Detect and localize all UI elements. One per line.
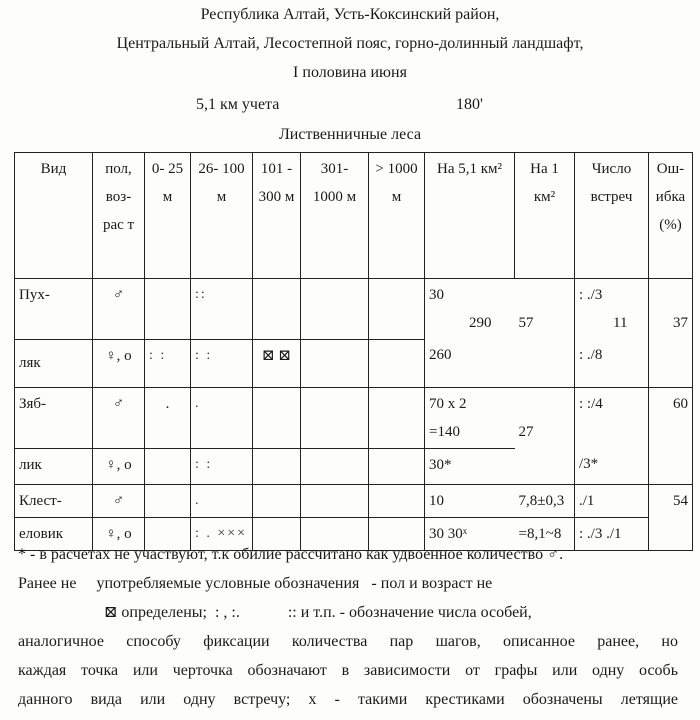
tally-marks: . xyxy=(191,484,253,517)
tally-marks: . xyxy=(145,387,191,448)
header-line-2: Центральный Алтай, Лесостепной пояс, горно-долинный ландшафт, xyxy=(116,35,584,52)
col-header-species: Вид xyxy=(15,153,93,279)
table-row xyxy=(15,448,693,484)
species-name: лик xyxy=(15,448,93,484)
header-line-1: Республика Алтай, Усть-Коксинский район, xyxy=(200,6,500,23)
error-percent: 60 xyxy=(649,387,693,448)
col-header-over-1000: > 1000 м xyxy=(369,153,425,279)
undetermined-symbol: ⊠ xyxy=(104,604,118,621)
count-5-1: 30 290 xyxy=(425,279,515,340)
col-header-0-25: 0- 25 м xyxy=(145,153,191,279)
bird-census-table xyxy=(14,152,693,551)
species-name: Зяб- xyxy=(15,387,93,448)
col-header-per-1-km2: На 1 км² xyxy=(515,153,575,279)
survey-distance: 5,1 км учета xyxy=(196,96,280,113)
legend-line-4: каждая точка или черточка обозначают в зависимости от графы или одну особь xyxy=(18,662,678,679)
tally-marks: : : xyxy=(191,448,253,484)
density-1km2: 27 xyxy=(515,387,575,448)
col-header-301-1000: 301- 1000 м xyxy=(301,153,369,279)
species-name: ляк xyxy=(15,339,93,387)
table-row xyxy=(15,387,693,448)
legend-line-5: данного вида или одну встречу; х - такими крестиками обозначены летящие xyxy=(18,691,678,708)
footnote-asterisk: * - в расчетах не участвуют, т.к обилие рассчитано как удвоенное количество ♂. xyxy=(18,546,564,563)
undetermined-marks: ⊠ ⊠ xyxy=(253,339,301,387)
count-5-1: 30* xyxy=(425,448,515,484)
survey-angle: 180' xyxy=(456,96,483,113)
encounters: ./1 xyxy=(575,484,649,517)
encounters: : ./3 ./1 xyxy=(575,517,649,550)
error-percent: 37 xyxy=(649,279,693,340)
encounters: /3* xyxy=(575,448,649,484)
encounters: : ./3 11 xyxy=(575,279,649,340)
sex-female-young: ♀, о xyxy=(93,517,145,550)
legend-line-3: аналогичное способу фиксации количества пар шагов, описанное ранее, но xyxy=(18,633,678,650)
sex-male: ♂ xyxy=(93,387,145,448)
tally-marks: : : xyxy=(145,339,191,387)
col-header-sex-age: пол, воз- рас т xyxy=(93,153,145,279)
habitat-title: Лиственничные леса xyxy=(278,126,422,143)
legend-line-2: ⊠ определены; : , :. :: и т.п. - обозначение числа особей, xyxy=(18,598,678,627)
density-1km2: 7,8±0,3 xyxy=(515,484,575,517)
sex-male: ♂ xyxy=(93,279,145,340)
species-name: Клест- xyxy=(15,484,93,517)
col-header-101-300: 101 - 300 м xyxy=(253,153,301,279)
encounters: : :/4 xyxy=(575,387,649,448)
tally-marks: : . ××× xyxy=(191,517,253,550)
tally-marks: . xyxy=(191,387,253,448)
table-row xyxy=(15,484,693,517)
density-1km2: 57 xyxy=(515,279,575,340)
table-header-row xyxy=(15,153,693,279)
table-row xyxy=(15,279,693,340)
col-header-per-5-1-km2: На 5,1 км² xyxy=(425,153,515,279)
count-5-1: 10 xyxy=(425,484,515,517)
species-name: еловик xyxy=(15,517,93,550)
tally-marks: : : xyxy=(191,339,253,387)
col-header-encounters: Число встреч xyxy=(575,153,649,279)
sex-male: ♂ xyxy=(93,484,145,517)
count-5-1: 260 xyxy=(425,339,515,387)
tally-marks: :: xyxy=(191,279,253,340)
sex-female-young: ♀, о xyxy=(93,339,145,387)
col-header-error: Ош- ибка (%) xyxy=(649,153,693,279)
sex-female-young: ♀, о xyxy=(93,448,145,484)
encounters: : ./8 xyxy=(575,339,649,387)
species-name: Пух- xyxy=(15,279,93,340)
header-line-3: I половина июня xyxy=(293,64,407,81)
table-row xyxy=(15,339,693,387)
count-5-1: 30 30ˣ xyxy=(425,517,515,550)
count-5-1: 70 х 2 =140 xyxy=(425,387,515,448)
col-header-26-100: 26- 100 м xyxy=(191,153,253,279)
legend-line-1: Ранее не употребляемые условные обозначения - пол и возраст не xyxy=(18,575,493,592)
error-percent: 54 xyxy=(649,484,693,517)
density-1km2: =8,1~8 xyxy=(515,517,575,550)
